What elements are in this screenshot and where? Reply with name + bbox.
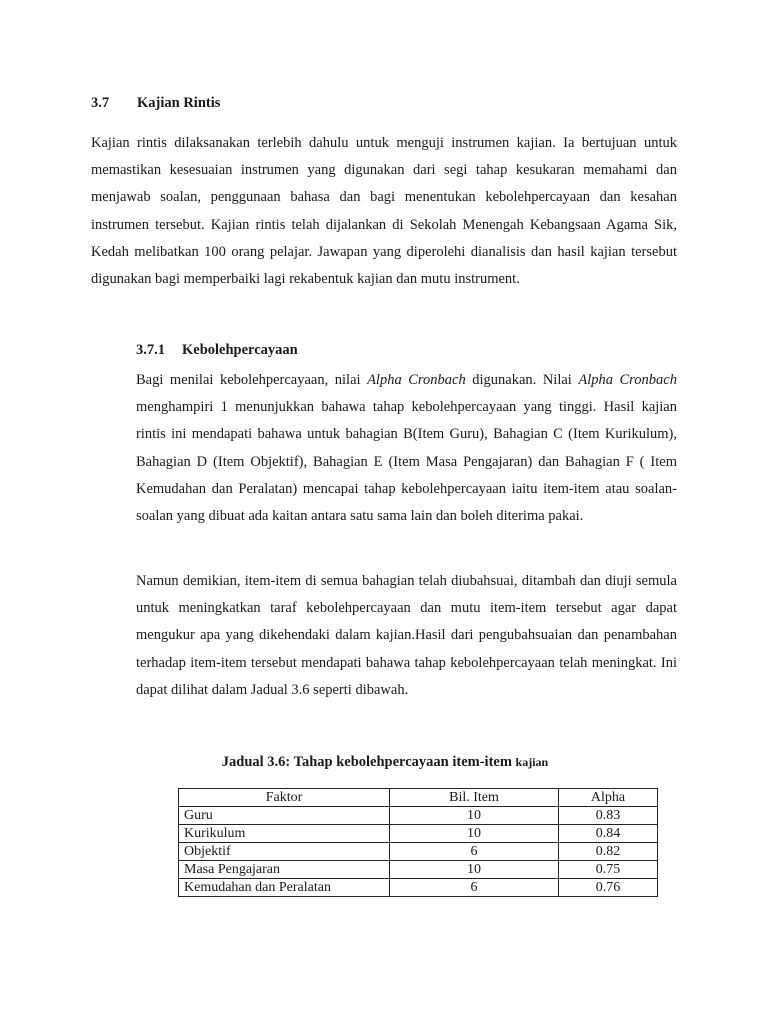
cell-alpha: 0.76 (559, 879, 658, 897)
header-alpha: Alpha (559, 789, 658, 807)
section-title: Kajian Rintis (137, 95, 221, 111)
section-paragraph: Kajian rintis dilaksanakan terlebih dahulu untuk menguji instrumen kajian. Ia bertujuan untuk memastikan kesesuaian instrumen yang digunakan dari segi tahap kesukaran memahami dan menjawab soalan, penggunaan bahasa dan bagi menentukan kebolehpercayaan dan kesahan instrumen tersebut. Kajian rintis telah dijalankan di Sekolah Menengah Kebangsaan Agama Sik, Kedah melibatkan 100 orang pelajar. Jawapan yang diperolehi dianalisis dan hasil kajian tersebut digunakan bagi memperbaiki lagi rekabentuk kajian dan mutu instrument. (91, 135, 677, 288)
cell-faktor: Kemudahan dan Peralatan (179, 879, 390, 897)
cell-faktor: Kurikulum (179, 825, 390, 843)
caption-main: Jadual 3.6: Tahap kebolehpercayaan item-item (221, 754, 516, 770)
caption-small: kajian (515, 755, 549, 769)
text-run: Bagi menilai kebolehpercayaan, nilai (136, 372, 368, 388)
table-row (179, 807, 658, 825)
cell-alpha: 0.84 (559, 825, 658, 843)
section-number: 3.7 (91, 95, 110, 111)
header-faktor: Faktor (179, 789, 390, 807)
cell-bil-item: 10 (390, 861, 559, 879)
cell-faktor: Masa Pengajaran (179, 861, 390, 879)
cell-bil-item: 6 (390, 843, 559, 861)
cell-alpha: 0.82 (559, 843, 658, 861)
section-heading (91, 95, 220, 112)
italic-term: Alpha Cronbach (367, 372, 466, 388)
reliability-paragraph (136, 367, 677, 530)
text-run: digunakan. Nilai (465, 372, 579, 388)
reliability-table (178, 788, 658, 897)
cell-faktor: Guru (179, 807, 390, 825)
italic-term: Alpha Cronbach (578, 372, 677, 388)
header-bil-item: Bil. Item (390, 789, 559, 807)
table-row (179, 861, 658, 879)
text-run: menghampiri 1 menunjukkan bahawa tahap kebolehpercayaan yang tinggi. Hasil kajian rintis ini mendapati bahawa untuk bahagian B(Item Guru), Bahagian C (Item Kurikulum), Bahagian D (Item Objektif), Bahagian E (Item Masa Pengajaran) dan Bahagian F ( Item Kemudahan dan Peralatan) mencapai tahap kebolehpercayaan iaitu item-item atau soalan-soalan yang dibuat ada kaitan antara satu sama lain dan boleh diterima pakai. (136, 399, 677, 525)
table-row (179, 825, 658, 843)
cell-alpha: 0.75 (559, 861, 658, 879)
cell-bil-item: 6 (390, 879, 559, 897)
cell-bil-item: 10 (390, 825, 559, 843)
table-header-row (179, 789, 658, 807)
subsection-title: Kebolehpercayaan (182, 342, 298, 358)
table-caption (178, 754, 592, 771)
cell-bil-item: 10 (390, 807, 559, 825)
subsection-heading (136, 342, 298, 359)
cell-alpha: 0.83 (559, 807, 658, 825)
table-row (179, 879, 658, 897)
subsection-number: 3.7.1 (136, 342, 165, 358)
table-row (179, 843, 658, 861)
cell-faktor: Objektif (179, 843, 390, 861)
revision-paragraph: Namun demikian, item-item di semua bahagian telah diubahsuai, ditambah dan diuji semula untuk meningkatkan taraf kebolehpercayaan dan mutu item-item tersebut agar dapat mengukur apa yang dikehendaki dalam kajian.Hasil dari pengubahsuaian dan penambahan terhadap item-item tersebut mendapati bahawa tahap kebolehpercayaan telah meningkat. Ini dapat dilihat dalam Jadual 3.6 seperti dibawah. (136, 573, 677, 698)
